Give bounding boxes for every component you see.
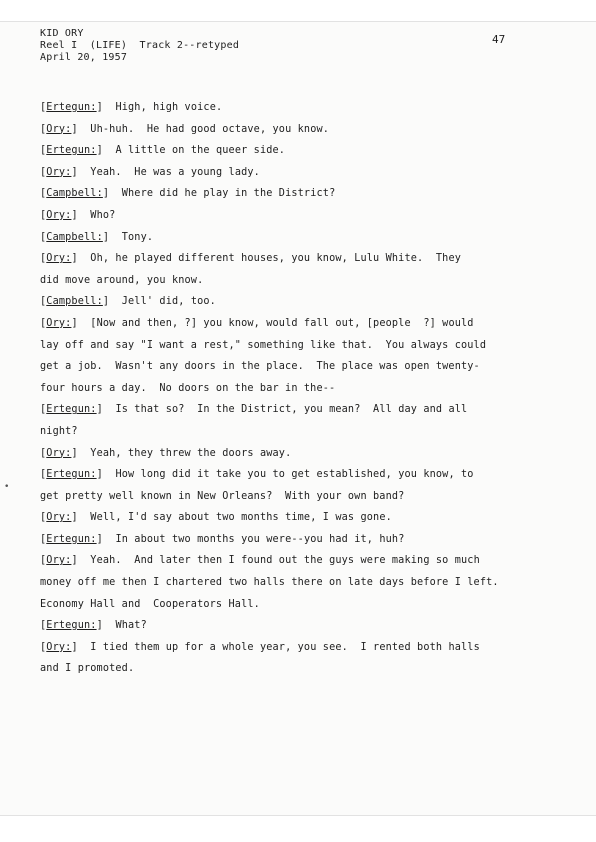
bracket-open: [ [40, 317, 47, 329]
bracket-close: ] [71, 317, 91, 329]
transcript-paragraph [40, 119, 560, 141]
transcript-paragraph [40, 313, 560, 399]
transcript-body [40, 97, 560, 680]
bracket-open: [ [40, 533, 47, 545]
transcript-line [40, 637, 560, 659]
bracket-open: [ [40, 231, 47, 243]
bracket-close: ] [96, 145, 116, 157]
transcript-paragraph [40, 183, 560, 205]
speaker-name: Ertegun: [46, 469, 97, 481]
bracket-close: ] [96, 102, 116, 113]
speaker-name: Ertegun: [46, 533, 97, 545]
speaker-name: Campbell: [46, 296, 103, 308]
speech-text: [Now and then, ?] you know, would fall out, [people ?] would [90, 317, 474, 329]
transcript-line [40, 162, 560, 184]
transcript-paragraph [40, 291, 560, 313]
speaker-name: Ertegun: [46, 145, 97, 157]
bracket-open: [ [40, 404, 47, 416]
transcript-paragraph [40, 529, 560, 551]
transcript-paragraph [40, 97, 560, 119]
bracket-close: ] [96, 404, 116, 416]
header-title: KID ORY [40, 28, 84, 39]
speech-text: Jell' did, too. [121, 296, 216, 308]
transcript-continuation-line: get a job. Wasn't any doors in the place. The place was open twenty- [40, 361, 480, 373]
bracket-close: ] [96, 469, 116, 481]
transcript-continuation-line: lay off and say "I want a rest," something like that. You always could [40, 339, 487, 351]
bracket-close: ] [71, 209, 91, 221]
transcript-paragraph [40, 464, 560, 507]
speech-text: Who? [90, 209, 116, 221]
speech-text: What? [115, 620, 147, 632]
bracket-open: [ [40, 555, 47, 567]
bracket-close: ] [102, 188, 122, 200]
transcript-line [40, 140, 560, 162]
bracket-close: ] [102, 231, 122, 243]
stray-mark: • [4, 482, 10, 492]
transcript-line [40, 550, 560, 572]
speaker-name: Ory: [46, 253, 72, 265]
speech-text: Tony. [121, 231, 154, 243]
header-date: April 20, 1957 [40, 52, 128, 63]
transcript-continuation-line: four hours a day. No doors on the bar in the-- [40, 382, 336, 394]
bracket-close: ] [71, 166, 91, 178]
transcript-paragraph [40, 443, 560, 465]
header-reel-track: Reel I (LIFE) Track 2--retyped [40, 40, 240, 51]
bracket-open: [ [40, 102, 47, 113]
transcript-line [40, 291, 560, 313]
transcript-paragraph [40, 399, 560, 442]
bracket-open: [ [40, 469, 47, 481]
speaker-name: Ory: [46, 209, 72, 221]
page-number: 47 [492, 33, 506, 46]
transcript-line [40, 507, 560, 529]
transcript-line [40, 443, 560, 465]
bracket-open: [ [40, 209, 47, 221]
speech-text: Where did he play in the District? [121, 188, 336, 200]
transcript-line [40, 227, 560, 249]
transcript-line [40, 97, 560, 119]
bracket-close: ] [71, 447, 91, 459]
bracket-close: ] [71, 641, 91, 653]
bracket-close: ] [96, 533, 116, 545]
speaker-name: Ertegun: [46, 620, 97, 632]
transcript-paragraph [40, 550, 560, 615]
bracket-close: ] [71, 253, 91, 265]
bracket-open: [ [40, 145, 47, 157]
transcript-continuation-line: did move around, you know. [40, 274, 204, 286]
speaker-name: Ory: [46, 447, 72, 459]
transcript-continuation-line: night? [40, 425, 78, 437]
transcript-line [40, 183, 560, 205]
speech-text: Uh-huh. He had good octave, you know. [90, 123, 330, 135]
bracket-open: [ [40, 123, 47, 135]
transcript-line [40, 205, 560, 227]
speech-text: In about two months you were--you had it, huh? [115, 533, 405, 545]
transcript-line [40, 119, 560, 141]
bracket-open: [ [40, 188, 47, 200]
speaker-name: Ory: [46, 512, 72, 524]
bracket-open: [ [40, 166, 47, 178]
bracket-close: ] [96, 620, 116, 632]
document-header [40, 28, 239, 64]
bracket-close: ] [71, 555, 91, 567]
transcript-paragraph [40, 507, 560, 529]
bracket-open: [ [40, 512, 47, 524]
transcript-paragraph [40, 140, 560, 162]
speaker-name: Ory: [46, 166, 72, 178]
bracket-open: [ [40, 447, 47, 459]
transcript-paragraph [40, 227, 560, 249]
transcript-paragraph [40, 205, 560, 227]
speaker-name: Ertegun: [46, 404, 97, 416]
bracket-open: [ [40, 620, 47, 632]
speech-text: Yeah. He was a young lady. [90, 166, 260, 178]
transcript-continuation-line: Economy Hall and Cooperators Hall. [40, 598, 260, 610]
speech-text: Well, I'd say about two months time, I was gone. [90, 512, 392, 524]
transcript-line [40, 248, 560, 270]
speaker-name: Ory: [46, 555, 72, 567]
speech-text: How long did it take you to get established, you know, to [115, 469, 474, 481]
speech-text: A little on the queer side. [115, 145, 286, 157]
bracket-open: [ [40, 296, 47, 308]
transcript-line [40, 615, 560, 637]
speaker-name: Ory: [46, 123, 72, 135]
transcript-line [40, 399, 560, 421]
page-top-margin [0, 0, 596, 22]
speaker-name: Ory: [46, 317, 72, 329]
bracket-close: ] [102, 296, 122, 308]
transcript-continuation-line: and I promoted. [40, 663, 135, 675]
speech-text: Is that so? In the District, you mean? All day and all [115, 404, 468, 416]
transcript-paragraph [40, 637, 560, 680]
bracket-open: [ [40, 641, 47, 653]
transcript-line [40, 464, 560, 486]
transcript-paragraph [40, 162, 560, 184]
transcript-continuation-line: get pretty well known in New Orleans? With your own band? [40, 490, 405, 502]
speech-text: Oh, he played different houses, you know, Lulu White. They [90, 253, 462, 265]
bracket-close: ] [71, 123, 91, 135]
transcript-line [40, 529, 560, 551]
speech-text: High, high voice. [115, 102, 223, 113]
transcript-paragraph [40, 615, 560, 637]
transcript-continuation-line: money off me then I chartered two halls there on late days before I left. [40, 577, 499, 589]
speaker-name: Ory: [46, 641, 72, 653]
bracket-close: ] [71, 512, 91, 524]
page-bottom-margin [0, 815, 596, 842]
speech-text: Yeah, they threw the doors away. [90, 447, 292, 459]
bracket-open: [ [40, 253, 47, 265]
speech-text: Yeah. And later then I found out the guys were making so much [90, 555, 480, 567]
speaker-name: Ertegun: [46, 102, 97, 113]
transcript-paragraph [40, 248, 560, 291]
speaker-name: Campbell: [46, 231, 103, 243]
speech-text: I tied them up for a whole year, you see. I rented both halls [90, 641, 480, 653]
speaker-name: Campbell: [46, 188, 103, 200]
transcript-line [40, 313, 560, 335]
